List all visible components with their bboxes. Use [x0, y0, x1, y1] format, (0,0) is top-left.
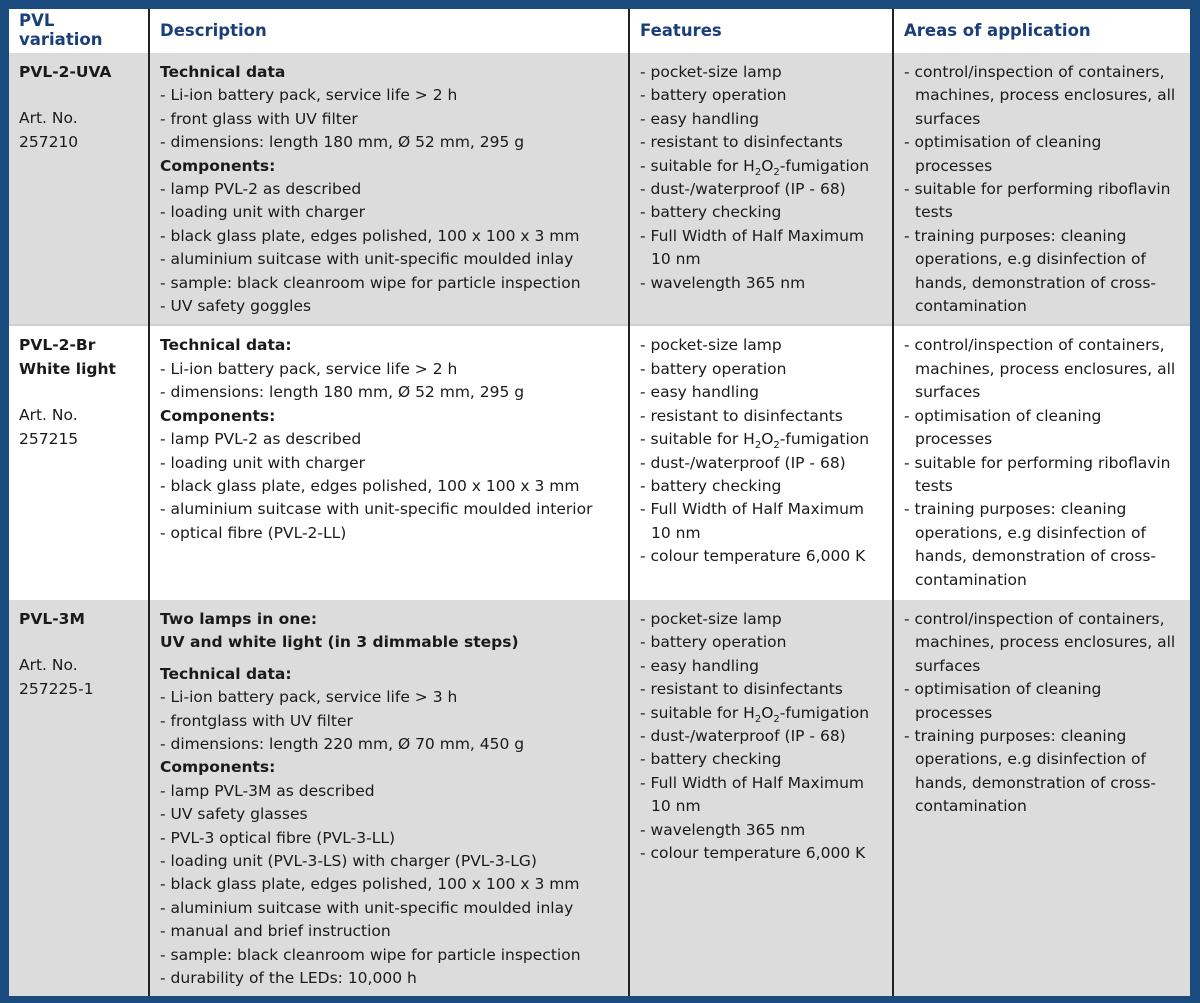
feature-item: - Full Width of Half Maximum 10 nm: [640, 225, 882, 272]
areas-cell: [893, 52, 1190, 325]
intro-heading: UV and white light (in 3 dimmable steps): [160, 633, 519, 652]
component-item: - PVL-3 optical fibre (PVL-3-LL): [160, 827, 618, 850]
feature-text: O: [761, 156, 774, 175]
feature-text: suitable for H: [650, 430, 755, 449]
feature-item: - pocket-size lamp: [640, 334, 882, 357]
application-item: - control/inspection of containers, machines, process enclosures, all surfaces: [904, 334, 1180, 404]
feature-item: - resistant to disinfectants: [640, 131, 882, 154]
art-no-value: 257215: [19, 429, 79, 448]
feature-item: - dust-/waterproof (IP - 68): [640, 725, 882, 748]
art-no-label: Art. No.: [19, 109, 78, 128]
feature-item: - Full Width of Half Maximum 10 nm: [640, 772, 882, 819]
components-heading: Components:: [160, 156, 276, 175]
feature-item: - colour temperature 6,000 K: [640, 545, 882, 568]
application-item: - control/inspection of containers, machines, process enclosures, all surfaces: [904, 608, 1180, 678]
feature-text: -fumigation: [779, 156, 870, 175]
technical-data-heading: Technical data: [160, 63, 286, 81]
feature-item: - wavelength 365 nm: [640, 819, 882, 842]
feature-item: - battery operation: [640, 631, 882, 654]
feature-text: suitable for H: [650, 703, 755, 722]
description-cell: [149, 599, 629, 997]
component-item: - manual and brief instruction: [160, 920, 618, 943]
feature-item: - battery checking: [640, 748, 882, 771]
header-description: Description: [149, 9, 629, 52]
component-item: - sample: black cleanroom wipe for particle inspection: [160, 272, 618, 295]
feature-item: - wavelength 365 nm: [640, 272, 882, 295]
features-cell: [629, 52, 893, 325]
component-item: - lamp PVL-3M as described: [160, 780, 618, 803]
feature-item: - easy handling: [640, 655, 882, 678]
product-table-frame: [9, 9, 1190, 991]
component-item: - aluminium suitcase with unit-specific moulded inlay: [160, 897, 618, 920]
component-item: - sample: black cleanroom wipe for particle inspection: [160, 944, 618, 967]
variation-cell: [9, 325, 149, 598]
spacer: [160, 655, 618, 663]
feature-item: - resistant to disinfectants: [640, 405, 882, 428]
feature-item: [640, 428, 882, 451]
application-item: - training purposes: cleaning operations, e.g disinfection of hands, demonstration of cross-contamination: [904, 225, 1180, 319]
technical-data-item: - frontglass with UV filter: [160, 710, 618, 733]
features-cell: [629, 599, 893, 997]
component-item: - lamp PVL-2 as described: [160, 178, 618, 201]
description-cell: [149, 325, 629, 598]
feature-item: - dust-/waterproof (IP - 68): [640, 178, 882, 201]
header-pvl-variation: PVL variation: [9, 9, 149, 52]
table-header-row: [9, 9, 1190, 52]
subscript: 2: [773, 166, 780, 178]
art-no-value: 257210: [19, 132, 79, 151]
application-item: - suitable for performing riboflavin tests: [904, 178, 1180, 225]
feature-item: - battery checking: [640, 201, 882, 224]
component-item: - black glass plate, edges polished, 100 x 100 x 3 mm: [160, 225, 618, 248]
feature-item: - dust-/waterproof (IP - 68): [640, 452, 882, 475]
technical-data-heading: Technical data:: [160, 664, 292, 683]
features-cell: [629, 325, 893, 598]
application-item: - control/inspection of containers, machines, process enclosures, all surfaces: [904, 61, 1180, 131]
technical-data-item: - Li-ion battery pack, service life > 3 h: [160, 686, 618, 709]
technical-data-item: - dimensions: length 220 mm, Ø 70 mm, 450 g: [160, 733, 618, 756]
art-no-label: Art. No.: [19, 406, 78, 425]
component-item: - UV safety goggles: [160, 295, 618, 318]
technical-data-heading: Technical data:: [160, 336, 292, 355]
feature-item: - easy handling: [640, 381, 882, 404]
component-item: - lamp PVL-2 as described: [160, 428, 618, 451]
pvl-variation-table: [9, 9, 1190, 996]
subscript: 2: [754, 440, 762, 452]
component-item: - aluminium suitcase with unit-specific moulded inlay: [160, 248, 618, 271]
subscript: 2: [773, 713, 780, 725]
table-row: [9, 599, 1190, 997]
feature-text: -fumigation: [779, 703, 870, 722]
art-no-value: 257225-1: [19, 679, 94, 698]
spacer: [19, 84, 138, 107]
feature-item: - resistant to disinfectants: [640, 678, 882, 701]
feature-item: - Full Width of Half Maximum 10 nm: [640, 498, 882, 545]
component-item: - optical fibre (PVL-2-LL): [160, 522, 618, 545]
variation-name: PVL-3M: [19, 609, 85, 628]
component-item: - loading unit with charger: [160, 201, 618, 224]
component-item: - black glass plate, edges polished, 100 x 100 x 3 mm: [160, 873, 618, 896]
feature-item: - battery operation: [640, 84, 882, 107]
spacer: [19, 381, 138, 404]
technical-data-item: - Li-ion battery pack, service life > 2 h: [160, 84, 618, 107]
variation-name: White light: [19, 359, 116, 378]
table-row: [9, 52, 1190, 325]
variation-name: PVL-2-Br: [19, 336, 96, 355]
application-item: - optimisation of cleaning processes: [904, 405, 1180, 452]
feature-item: - pocket-size lamp: [640, 608, 882, 631]
application-item: - optimisation of cleaning processes: [904, 678, 1180, 725]
subscript: 2: [773, 440, 780, 452]
variation-cell: [9, 52, 149, 325]
application-item: - optimisation of cleaning processes: [904, 131, 1180, 178]
feature-item: - pocket-size lamp: [640, 61, 882, 84]
component-item: - loading unit (PVL-3-LS) with charger (PVL-3-LG): [160, 850, 618, 873]
subscript: 2: [754, 713, 762, 725]
areas-cell: [893, 599, 1190, 997]
technical-data-item: - dimensions: length 180 mm, Ø 52 mm, 295 g: [160, 131, 618, 154]
table-row: [9, 325, 1190, 598]
feature-item: - battery operation: [640, 358, 882, 381]
application-item: - training purposes: cleaning operations, e.g disinfection of hands, demonstration of cross-contamination: [904, 725, 1180, 819]
variation-name: PVL-2-UVA: [19, 63, 112, 81]
feature-item: - colour temperature 6,000 K: [640, 842, 882, 865]
header-areas-of-application: Areas of application: [893, 9, 1190, 52]
feature-text: O: [761, 703, 774, 722]
feature-text: O: [761, 430, 774, 449]
component-item: - black glass plate, edges polished, 100 x 100 x 3 mm: [160, 475, 618, 498]
application-item: - training purposes: cleaning operations, e.g disinfection of hands, demonstration of cross-contamination: [904, 498, 1180, 592]
feature-item: [640, 155, 882, 178]
feature-item: - battery checking: [640, 475, 882, 498]
components-heading: Components:: [160, 406, 276, 425]
header-features: Features: [629, 9, 893, 52]
areas-cell: [893, 325, 1190, 598]
component-item: - durability of the LEDs: 10,000 h: [160, 967, 618, 990]
technical-data-item: - dimensions: length 180 mm, Ø 52 mm, 295 g: [160, 381, 618, 404]
art-no-label: Art. No.: [19, 656, 78, 675]
technical-data-item: - front glass with UV filter: [160, 108, 618, 131]
feature-text: -fumigation: [779, 430, 870, 449]
technical-data-item: - Li-ion battery pack, service life > 2 h: [160, 358, 618, 381]
component-item: - loading unit with charger: [160, 452, 618, 475]
feature-item: [640, 702, 882, 725]
variation-cell: [9, 599, 149, 997]
feature-item: - easy handling: [640, 108, 882, 131]
intro-heading: Two lamps in one:: [160, 609, 318, 628]
feature-text: suitable for H: [650, 156, 755, 175]
component-item: - UV safety glasses: [160, 803, 618, 826]
subscript: 2: [754, 166, 762, 178]
description-cell: [149, 52, 629, 325]
spacer: [19, 631, 138, 654]
components-heading: Components:: [160, 758, 276, 777]
application-item: - suitable for performing riboflavin tests: [904, 452, 1180, 499]
component-item: - aluminium suitcase with unit-specific moulded interior: [160, 498, 618, 521]
